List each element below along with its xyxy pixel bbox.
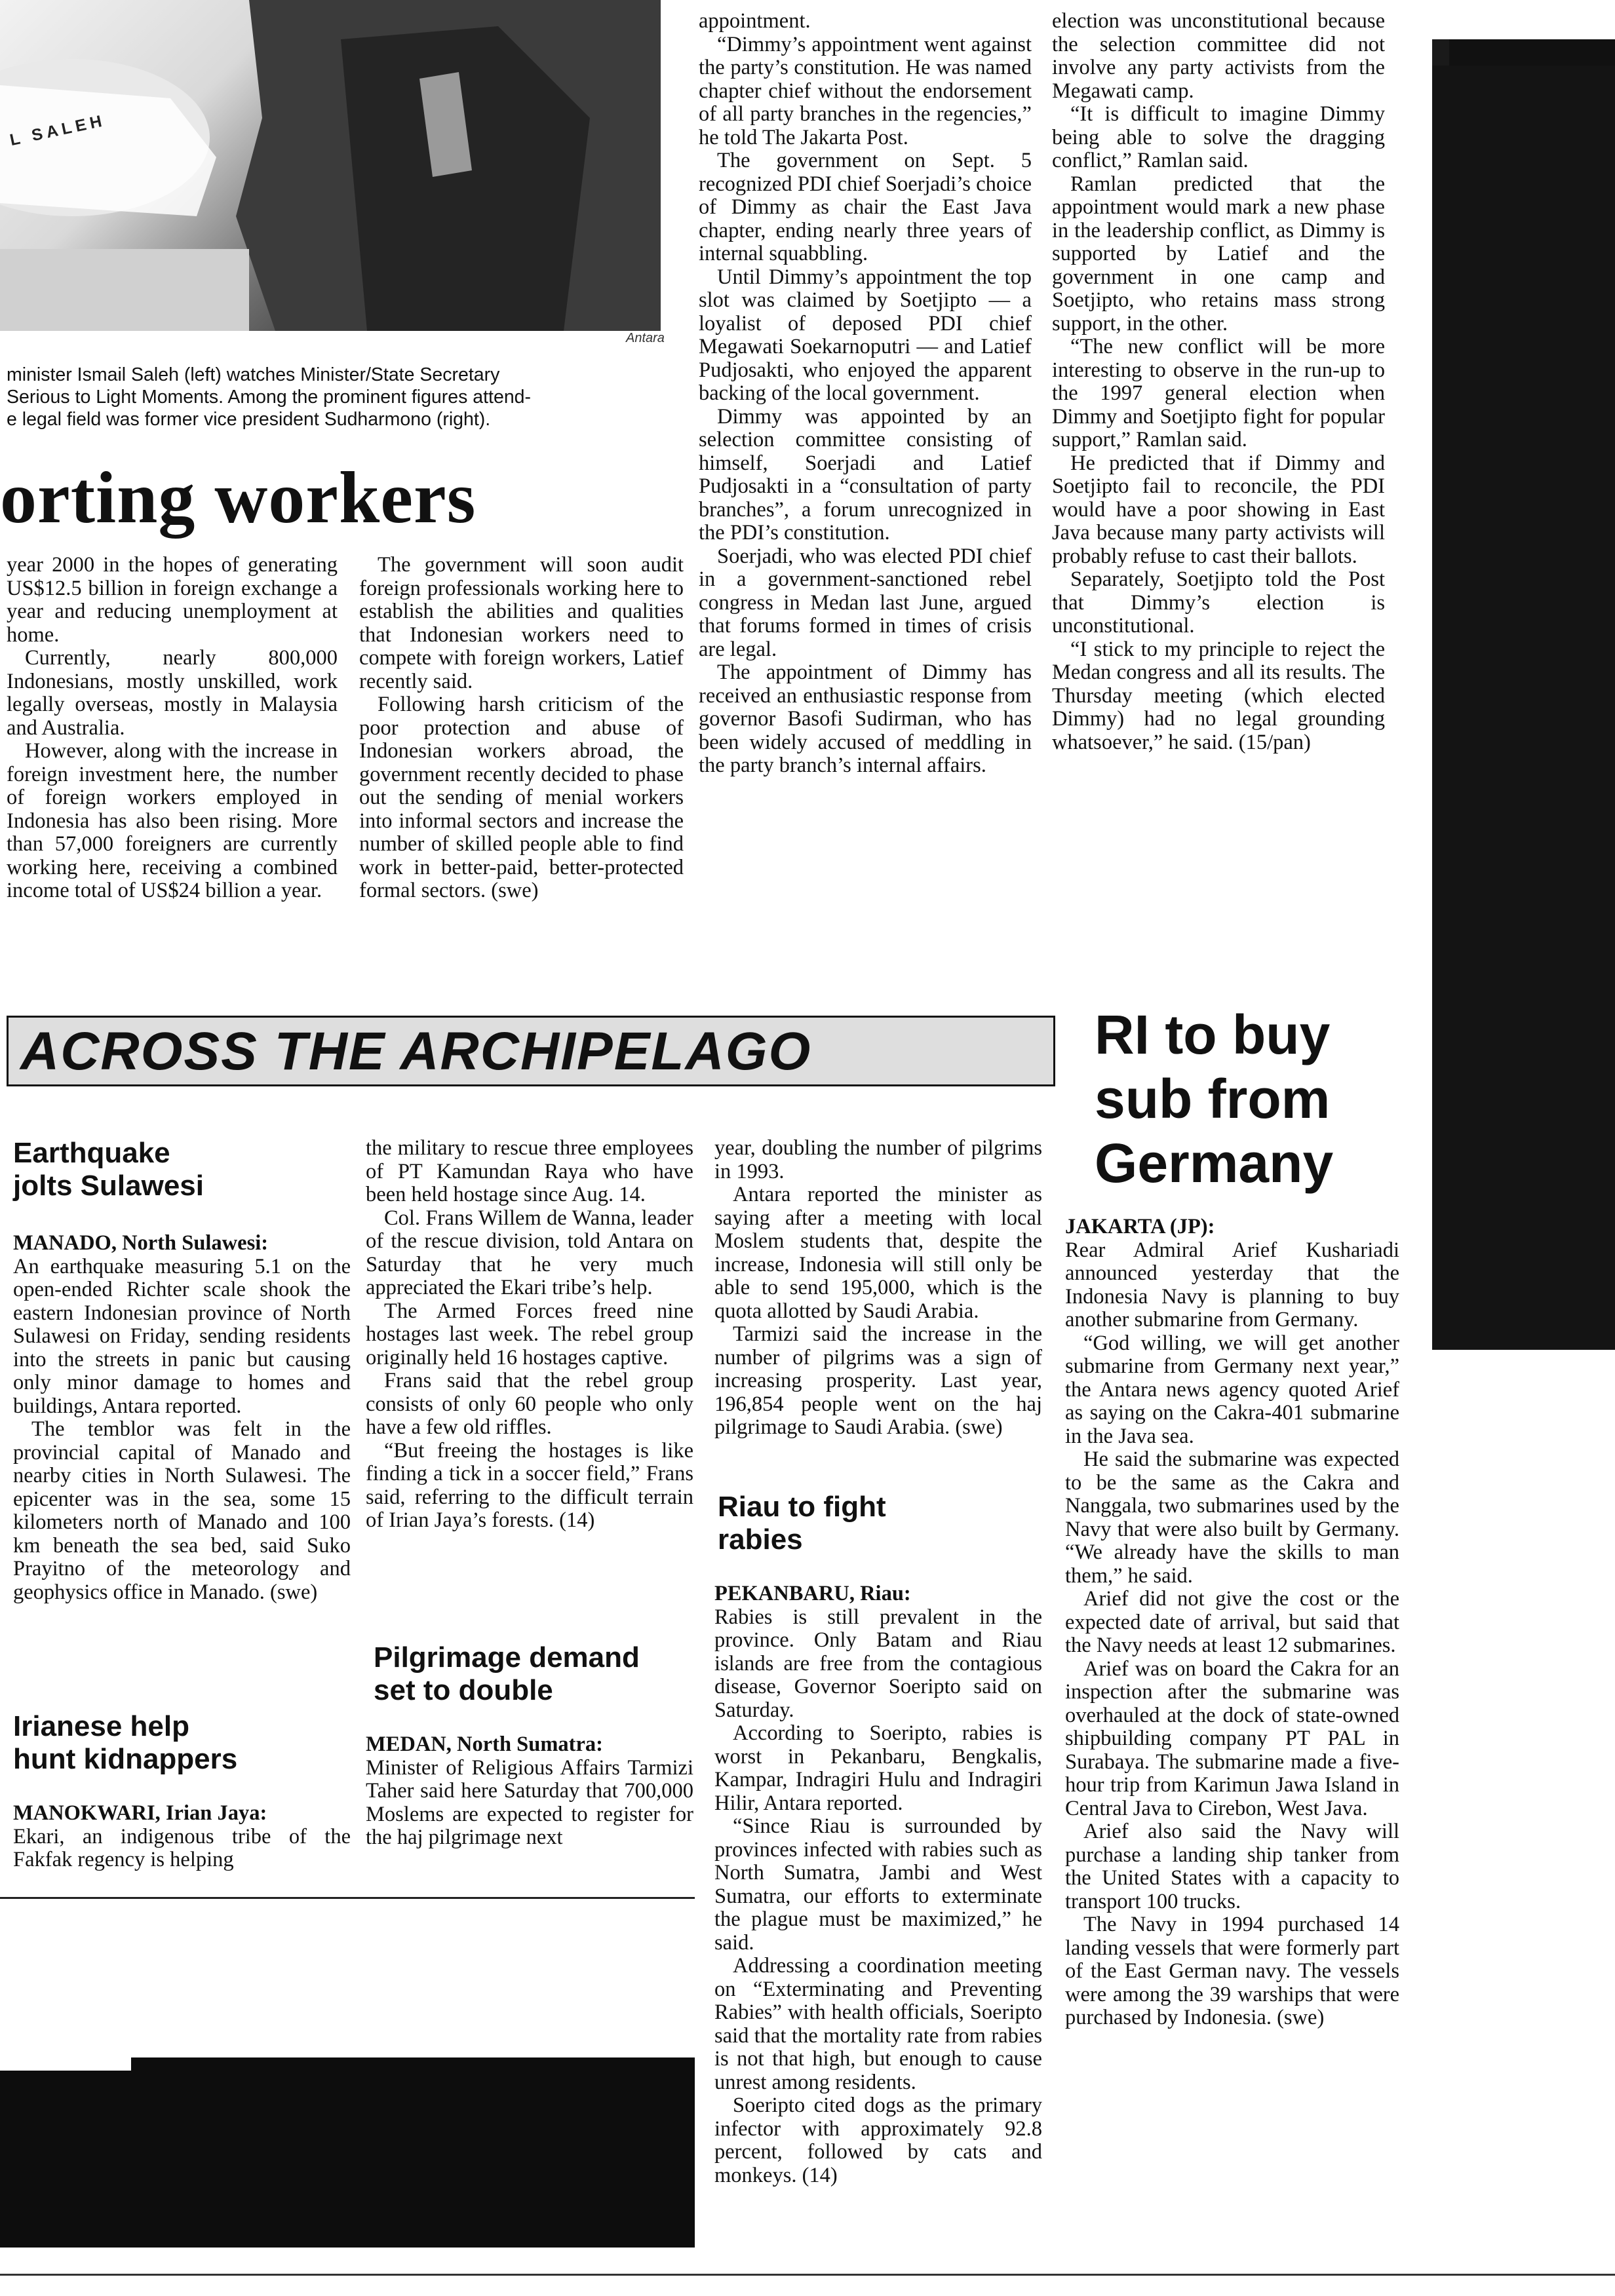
dateline: MANADO, North Sulawesi: [13, 1231, 269, 1255]
article-paragraph: “The new conflict will be more interesting to observe in the run-up to the 1997 general election when Dimmy and Soetjipto fight for popular support,” Ramlan said. [1052, 335, 1385, 451]
headline-line: Irianese help [13, 1710, 190, 1742]
article-paragraph: “Dimmy’s appointment went against the party’s constitution. He was named chapter chief without the endorsement of all party branches in the regencies,” he told The Jakarta Post. [699, 32, 1032, 149]
article-paragraph: Col. Frans Willem de Wanna, leader of the rescue division, told Antara on Saturday that he very much appreciated the Ekari tribe’s help. [366, 1206, 693, 1299]
article-paragraph: year 2000 in the hopes of generating US$12.5 billion in foreign exchange a year and reducing unemployment at home. [7, 553, 338, 647]
article-paragraph: election was unconstitutional because the selection committee did not involve any party activists from the Megawati camp. [1052, 9, 1385, 103]
pdi-column-2 [1052, 10, 1385, 754]
photo-table [0, 249, 249, 331]
article-paragraph: Arief was on board the Cakra for an inspection after the submarine was overhauled at the dock of state-owned shipbuilding company PT PAL in Surabaya. The submarine made a five-hour trip from Karimun Jawa Island in Central Java to Cirebon, West Java. [1065, 1656, 1399, 1820]
article-paragraph: Arief did not give the cost or the expected date of arrival, but said that the Navy needs at least 12 submarines. [1065, 1587, 1399, 1657]
caption-line: e legal field was former vice president Sudharmono (right). [7, 409, 491, 430]
headline-line: Riau to fight [718, 1491, 886, 1523]
article-paragraph: Soerjadi, who was elected PDI chief in a government-sanctioned rebel congress in Medan last June, argued that forums formed in times of crisis are legal. [699, 544, 1032, 661]
headline-line: jolts Sulawesi [13, 1170, 204, 1202]
irianese-headline [13, 1710, 354, 1776]
article-paragraph: The Armed Forces freed nine hostages last week. The rebel group originally held 16 hostages captive. [366, 1299, 693, 1369]
dateline: MEDAN, North Sumatra: [366, 1732, 603, 1756]
pilgrimage-body-continued [714, 1137, 1042, 1440]
article-paragraph: the military to rescue three employees of PT Kamundan Raya who have been held hostage since Aug. 14. [366, 1136, 693, 1206]
article-paragraph: Antara reported the minister as saying after a meeting with local Moslem students that, despite the increase, Indonesia will still only be able to send 195,000, which is the quota allotted by Saudi Arabia. [714, 1183, 1042, 1323]
headline-line: RI to buy [1095, 1004, 1331, 1065]
headline-line: Earthquake [13, 1137, 170, 1169]
pdi-column-1 [699, 10, 1032, 778]
article-paragraph: Minister of Religious Affairs Tarmizi Taher said here Saturday that 700,000 Moslems are expected to register for the haj pilgrimage next [366, 1755, 693, 1849]
headline-line: Germany [1095, 1132, 1334, 1194]
riau-headline [718, 1491, 1045, 1556]
submarine-body [1065, 1215, 1399, 2030]
bottom-rule [0, 2274, 1615, 2276]
article-paragraph: year, doubling the number of pilgrims in 1993. [714, 1136, 1042, 1183]
article-paragraph: Currently, nearly 800,000 Indonesians, mostly unskilled, work legally overseas, mostly in Malaysia and Australia. [7, 646, 338, 740]
article-paragraph: He said the submarine was expected to be the same as the Cakra and Nanggala, two submarines used by the Navy that were also built by Germany. “We already have the skills to man them,” he said. [1065, 1447, 1399, 1588]
article-paragraph: Separately, Soetjipto told the Post that Dimmy’s election is unconstitutional. [1052, 567, 1385, 638]
article-paragraph: An earthquake measuring 5.1 on the open-ended Richter scale shook the eastern Indonesian province of North Sulawesi on Friday, sending residents into the streets in panic but causing only minor damage to homes and buildings, Antara reported. [13, 1254, 351, 1418]
workers-headline: orting workers [0, 457, 477, 539]
black-block-notch [0, 2051, 131, 2071]
dateline: MANOKWARI, Irian Jaya: [13, 1801, 267, 1825]
earthquake-body [13, 1232, 351, 1604]
article-paragraph: Addressing a coordination meeting on “Exterminating and Preventing Rabies” with health officials, Soeripto said that the mortality rate from rabies is not that high, but enough to cause unrest among residents. [714, 1954, 1042, 2094]
irianese-body-start [13, 1802, 351, 1872]
article-paragraph: Soeripto cited dogs as the primary infector with approximately 92.8 percent, followed by cats and monkeys. (14) [714, 2094, 1042, 2187]
article-paragraph: The government will soon audit foreign professionals working here to establish the abilities and qualities that Indonesian workers need to compete with foreign workers, Latief recently said. [359, 553, 684, 693]
headline-line: sub from [1095, 1068, 1331, 1130]
workers-column-1 [7, 554, 338, 903]
headline-line: Pilgrimage demand [374, 1641, 640, 1674]
section-banner-title: ACROSS THE ARCHIPELAGO [20, 1022, 812, 1081]
article-paragraph: Arief also said the Navy will purchase a landing ship tanker from the United States with a capacity to transport 100 trucks. [1065, 1820, 1399, 1913]
photo-caption [7, 364, 662, 430]
article-paragraph: Until Dimmy’s appointment the top slot was claimed by Soetjipto — a loyalist of deposed PDI chief Megawati Soekarnoputri — and Latief Pudjosakti, who enjoyed the apparent backing of the local government. [699, 265, 1032, 405]
article-paragraph: Dimmy was appointed by an selection committee consisting of himself, Soerjadi and Latief Pudjosakti in a “consultation of party branches”, a forum unrecognized in the PDI’s constitution. [699, 404, 1032, 545]
submarine-headline [1095, 1003, 1409, 1195]
article-paragraph: The appointment of Dimmy has received an enthusiastic response from governor Basofi Sudirman, who has been widely accused of meddling in the party branch’s internal affairs. [699, 660, 1032, 777]
irianese-body-continued [366, 1137, 693, 1533]
riau-body [714, 1582, 1042, 2187]
article-paragraph: Ramlan predicted that the appointment would mark a new phase in the leadership conflict, as Dimmy is supported by Latief and the government in one camp and Soetjipto, who retains mass strong support, in the other. [1052, 172, 1385, 335]
article-paragraph: Tarmizi said the increase in the number of pilgrims was a sign of increasing prosperity. Last year, 196,854 people went on the haj pilgrimage to Saudi Arabia. (swe) [714, 1322, 1042, 1439]
article-paragraph: “It is difficult to imagine Dimmy being able to solve the dragging conflict,” Ramlan said. [1052, 102, 1385, 172]
article-paragraph: However, along with the increase in foreign investment here, the number of foreign workers employed in Indonesia has also been rising. More than 57,000 foreigners are currently working here, receiving a combined income total of US$24 billion a year. [7, 739, 338, 902]
article-paragraph: “God willing, we will get another submarine from Germany next year,” the Antara news agency quoted Arief as saying on the Cakra-401 submarine in the Java sea. [1065, 1331, 1399, 1448]
headline-line: rabies [718, 1523, 803, 1556]
caption-line: minister Ismail Saleh (left) watches Minister/State Secretary [7, 364, 500, 385]
pilgrimage-body-start [366, 1733, 693, 1850]
article-paragraph: The temblor was felt in the provincial capital of Manado and nearby cities in North Sulawesi. The epicenter was in the sea, some 15 kilometers north of Manado and 100 km beneath the sea bed, said Suko Prayitno of the meteorology and geophysics office in Manado. (swe) [13, 1417, 351, 1604]
article-paragraph: Rear Admiral Arief Kushariadi announced yesterday that the Indonesia Navy is planning to buy another submarine from Germany. [1065, 1238, 1399, 1331]
pilgrimage-headline [374, 1641, 701, 1707]
article-paragraph: appointment. [699, 9, 811, 33]
article-paragraph: Ekari, an indigenous tribe of the Fakfak regency is helping [13, 1824, 351, 1871]
section-banner [7, 1016, 1055, 1086]
headline-line: hunt kidnappers [13, 1743, 238, 1775]
article-paragraph: According to Soeripto, rabies is worst in Pekanbaru, Bengkalis, Kampar, Indragiri Hulu and Indragiri Hilir, Antara reported. [714, 1721, 1042, 1815]
article-paragraph: Rabies is still prevalent in the province. Only Batam and Riau islands are free from the contagious disease, Governor Soeripto said on Saturday. [714, 1605, 1042, 1722]
caption-line: Serious to Light Moments. Among the prominent figures attend- [7, 387, 532, 408]
section-rule [0, 1897, 695, 1899]
earthquake-headline [13, 1137, 354, 1202]
news-photo [0, 0, 661, 331]
photo-credit: Antara [626, 331, 665, 345]
headline-line: set to double [374, 1674, 553, 1706]
article-paragraph: “But freeing the hostages is like finding a tick in a soccer field,” Frans said, referring to the difficult terrain of Irian Jaya’s forests. (14) [366, 1438, 693, 1532]
article-paragraph: “Since Riau is surrounded by provinces infected with rabies such as North Sumatra, Jambi and West Sumatra, our efforts to exterminate the plague must be maximized,” he said. [714, 1814, 1042, 1955]
article-paragraph: He predicted that if Dimmy and Soetjipto fail to reconcile, the PDI would have a poor showing in East Java because many party activists will probably refuse to cast their ballots. [1052, 451, 1385, 568]
article-paragraph: Following harsh criticism of the poor protection and abuse of Indonesian workers abroad, the government recently decided to phase out the sending of menial workers into informal sectors and increase the number of skilled people able to find work in better-paid, better-protected formal sectors. (swe) [359, 693, 684, 902]
article-paragraph: Frans said that the rebel group consists of only 60 people who only have a few old riffles. [366, 1369, 693, 1439]
black-block [0, 2057, 695, 2248]
article-paragraph: The Navy in 1994 purchased 14 landing vessels that were formerly part of the East German navy. The vessels were among the 39 warships that were purchased by Indonesia. (swe) [1065, 1913, 1399, 2029]
dateline: JAKARTA (JP): [1065, 1215, 1215, 1238]
workers-column-2 [359, 554, 684, 903]
edge-shadow [1432, 66, 1615, 1350]
article-paragraph: “I stick to my principle to reject the Medan congress and all its results. The Thursday meeting (which elected Dimmy) had no legal grounding whatsoever,” he said. (15/pan) [1052, 637, 1385, 754]
photo-sign-text: L SALEH [8, 111, 107, 150]
article-paragraph: The government on Sept. 5 recognized PDI chief Soerjadi’s choice of Dimmy as chair the East Java chapter, ending nearly three years of internal squabbling. [699, 149, 1032, 265]
dateline: PEKANBARU, Riau: [714, 1582, 911, 1605]
photo-illustration [0, 0, 661, 331]
